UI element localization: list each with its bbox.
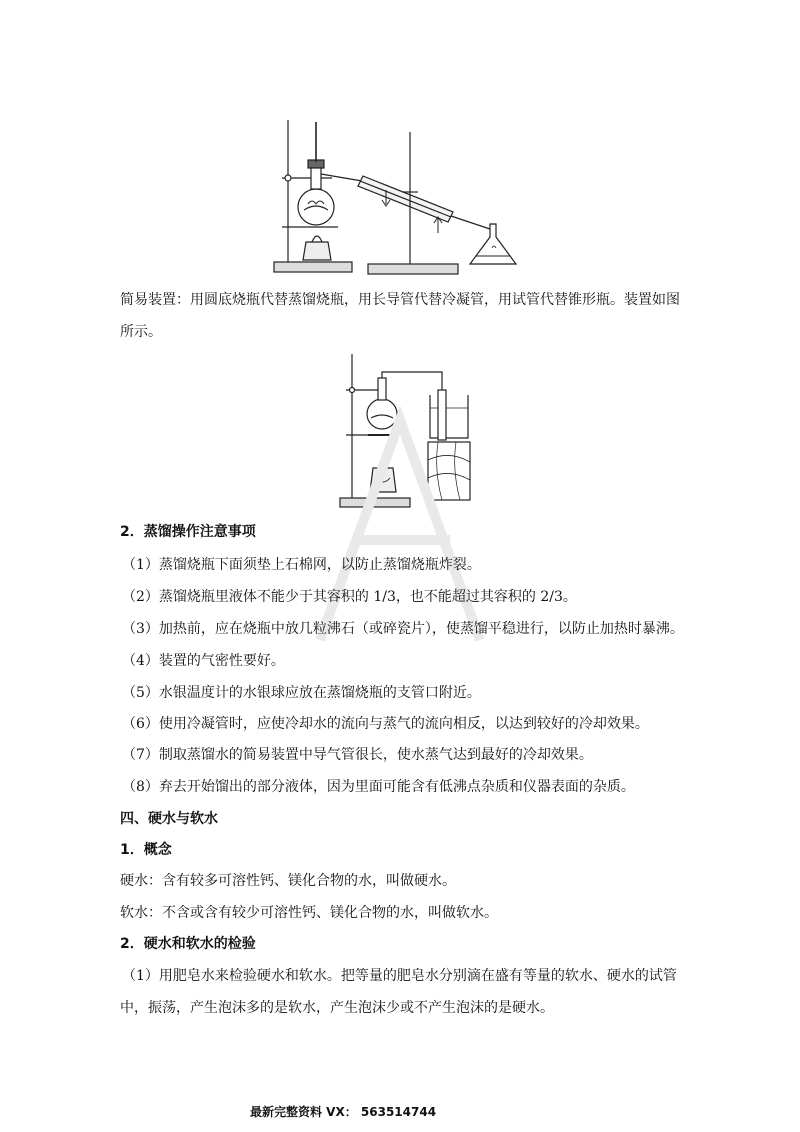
- subsection-title-concept: 1．概念: [120, 842, 172, 858]
- distillation-apparatus-figure: [268, 112, 533, 277]
- note-item: （2）蒸馏烧瓶里液体不能少于其容积的 1/3，也不能超过其容积的 2/3。: [122, 589, 577, 605]
- footer-contact: 最新完整资料 VX： 563514744: [250, 1105, 437, 1119]
- note-item: （5）水银温度计的水银球应放在蒸馏烧瓶的支管口附近。: [122, 685, 481, 701]
- intro-line-2: 所示。: [120, 324, 162, 340]
- note-item: （8）弃去开始馏出的部分液体，因为里面可能含有低沸点杂质和仪器表面的杂质。: [122, 779, 635, 795]
- subsection-title-test: 2．硬水和软水的检验: [120, 936, 256, 952]
- test-line-1: （1）用肥皂水来检验硬水和软水。把等量的肥皂水分别滴在盛有等量的软水、硬水的试管: [122, 968, 677, 984]
- note-item: （1）蒸馏烧瓶下面须垫上石棉网，以防止蒸馏烧瓶炸裂。: [122, 557, 481, 573]
- note-item: （6）使用冷凝管时，应使冷却水的流向与蒸气的流向相反，以达到较好的冷却效果。: [122, 716, 649, 732]
- test-line-2: 中，振荡，产生泡沫多的是软水，产生泡沫少或不产生泡沫的是硬水。: [120, 1000, 554, 1016]
- intro-line-1: 简易装置：用圆底烧瓶代替蒸馏烧瓶，用长导管代替冷凝管，用试管代替锥形瓶。装置如图: [120, 292, 680, 308]
- note-item: （3）加热前，应在烧瓶中放几粒沸石（或碎瓷片），使蒸馏平稳进行，以防止加热时暴沸。: [122, 621, 684, 637]
- note-item: （7）制取蒸馏水的简易装置中导气管很长，使水蒸气达到最好的冷却效果。: [122, 747, 593, 763]
- section-title-hard-water: 四、硬水与软水: [120, 811, 218, 827]
- simple-distillation-apparatus-figure: [338, 350, 478, 510]
- note-item: （4）装置的气密性要好。: [122, 653, 285, 669]
- section-title-notes: 2．蒸馏操作注意事项: [120, 524, 256, 540]
- soft-water-definition: 软水：不含或含有较少可溶性钙、镁化合物的水，叫做软水。: [120, 905, 498, 921]
- hard-water-definition: 硬水：含有较多可溶性钙、镁化合物的水，叫做硬水。: [120, 873, 456, 889]
